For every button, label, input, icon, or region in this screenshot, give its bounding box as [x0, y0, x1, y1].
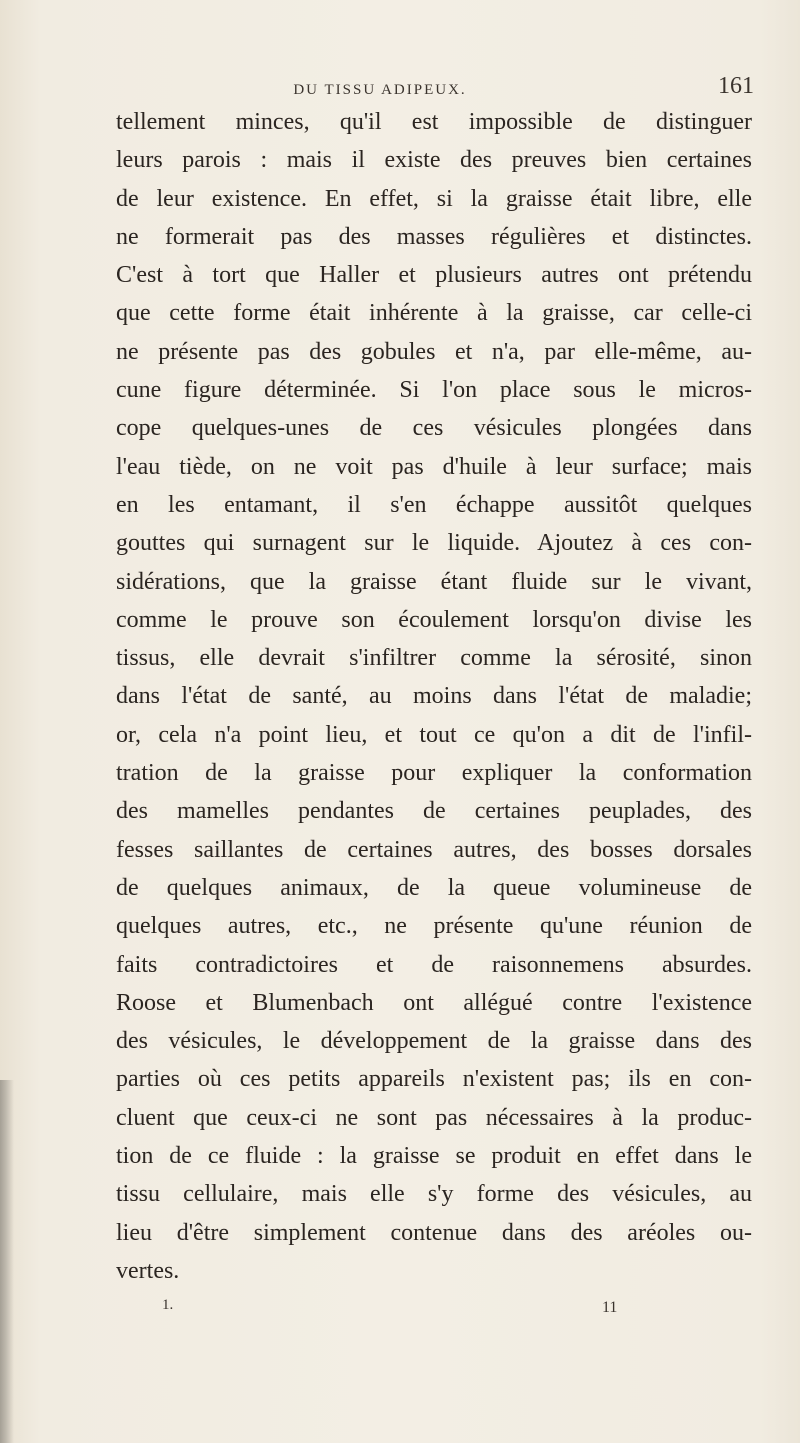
text-line: ne formerait pas des masses régulières et distinctes.: [116, 223, 752, 250]
text-line: de leur existence. En effet, si la graisse était libre, elle: [116, 185, 752, 212]
text-line: fesses saillantes de certaines autres, des bosses dorsales: [116, 836, 752, 863]
signature-mark: 1.: [162, 1297, 174, 1313]
text-line: ne présente pas des gobules et n'a, par elle-même, au-: [116, 338, 752, 365]
text-line: sidérations, que la graisse étant fluide sur le vivant,: [116, 568, 752, 595]
text-line: des vésicules, le développement de la graisse dans des: [116, 1028, 752, 1055]
text-line: de quelques animaux, de la queue volumineuse de: [116, 874, 752, 901]
text-line: cune figure déterminée. Si l'on place sous le micros-: [116, 377, 752, 404]
text-line: comme le prouve son écoulement lorsqu'on divise les: [116, 606, 752, 633]
text-line: tissus, elle devrait s'infiltrer comme la sérosité, sinon: [116, 645, 752, 672]
text-line: tissu cellulaire, mais elle s'y forme des vésicules, au: [116, 1181, 752, 1208]
text-line: lieu d'être simplement contenue dans des aréoles ou-: [116, 1219, 752, 1246]
text-line: tellement minces, qu'il est impossible de distinguer: [116, 109, 752, 135]
page-number: 161: [718, 73, 754, 99]
text-line: que cette forme était inhérente à la graisse, car celle-ci: [116, 300, 752, 327]
text-line: vertes.: [116, 1257, 180, 1284]
sheet-number: 11: [602, 1299, 618, 1316]
text-line: leurs parois : mais il existe des preuves bien certaines: [116, 147, 752, 174]
text-line: tion de ce fluide : la graisse se produit en effet dans le: [116, 1143, 752, 1170]
text-line: l'eau tiède, on ne voit pas d'huile à leur surface; mais: [116, 453, 752, 480]
text-line: gouttes qui surnagent sur le liquide. Ajoutez à ces con-: [116, 530, 752, 557]
running-head: DU TISSU ADIPEUX.: [293, 82, 467, 98]
text-line: C'est à tort que Haller et plusieurs autres ont prétendu: [116, 262, 752, 289]
text-line: tration de la graisse pour expliquer la conformation: [116, 760, 752, 787]
text-line: cope quelques-unes de ces vésicules plongées dans: [116, 415, 752, 442]
page-edge-shadow: [0, 1080, 14, 1443]
body-text: [116, 103, 752, 1290]
text-line: dans l'état de santé, au moins dans l'état de maladie;: [116, 683, 752, 710]
text-line: quelques autres, etc., ne présente qu'une réunion de: [116, 913, 752, 940]
text-line: parties où ces petits appareils n'existent pas; ils en con-: [116, 1066, 752, 1093]
text-line: or, cela n'a point lieu, et tout ce qu'on a dit de l'infil-: [116, 721, 752, 748]
text-line: cluent que ceux-ci ne sont pas nécessaires à la produc-: [116, 1104, 752, 1131]
text-line: en les entamant, il s'en échappe aussitôt quelques: [116, 491, 752, 518]
text-line: Roose et Blumenbach ont allégué contre l'existence: [116, 989, 752, 1016]
text-line: faits contradictoires et de raisonnemens absurdes.: [116, 951, 752, 978]
text-line: des mamelles pendantes de certaines peuplades, des: [116, 798, 752, 825]
